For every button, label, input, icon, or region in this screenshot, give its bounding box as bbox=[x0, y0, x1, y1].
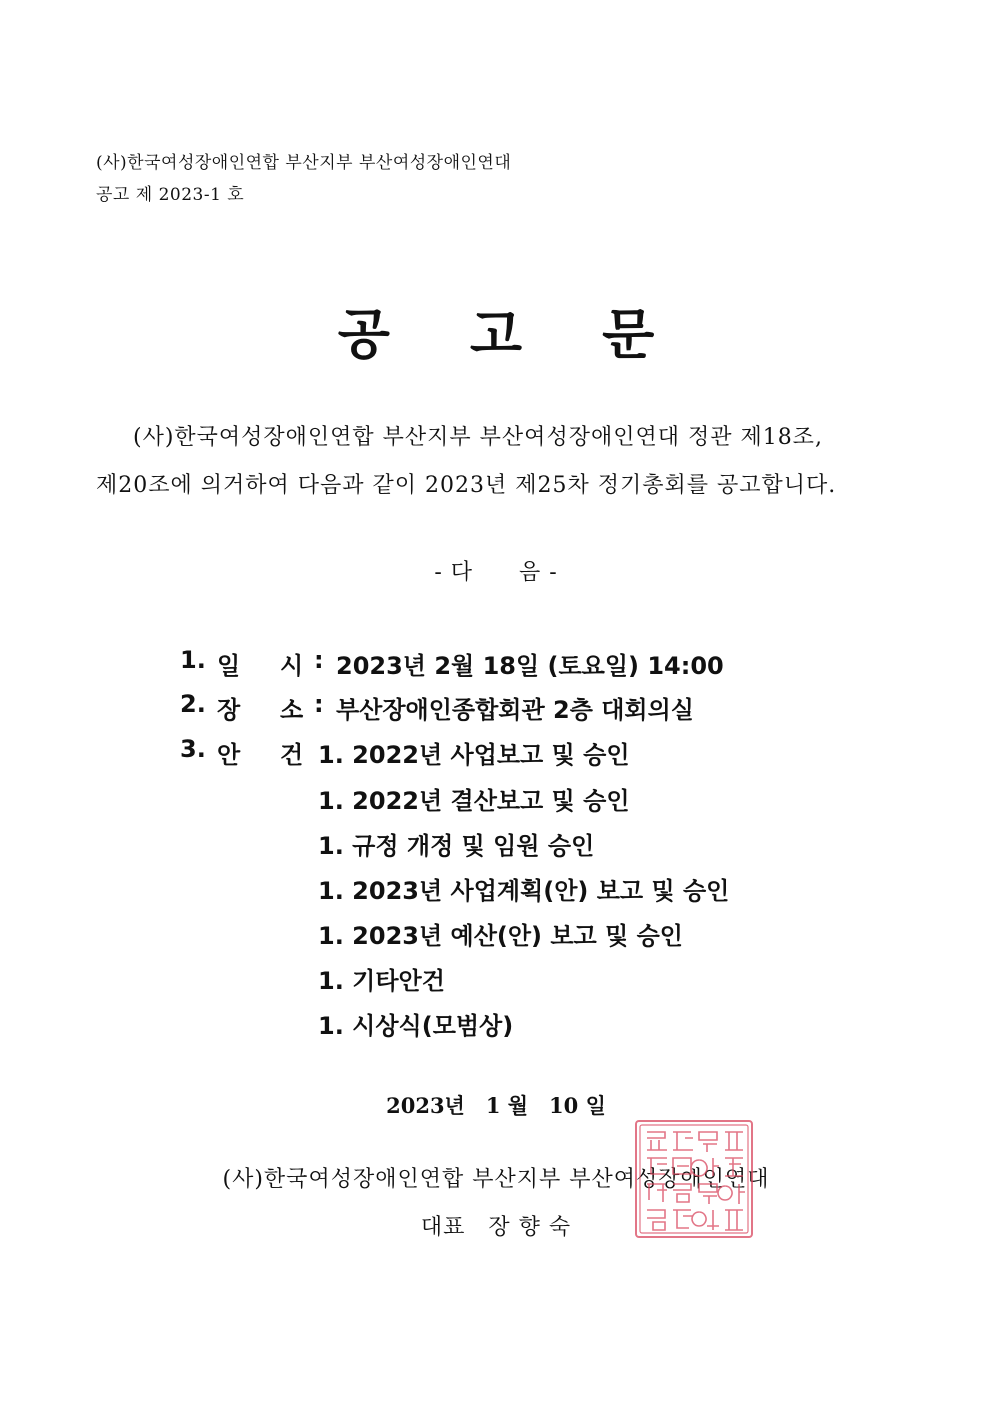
agenda-row bbox=[0, 961, 992, 995]
item-place bbox=[0, 690, 992, 724]
item-agenda bbox=[0, 735, 992, 769]
agenda-row bbox=[0, 826, 992, 860]
body-paragraph-line-1: (사)한국여성장애인연합 부산지부 부산여성장애인연대 정관 제18조, bbox=[133, 425, 823, 450]
notice-number: 공고 제 2023-1 호 bbox=[96, 185, 245, 205]
notice-date: 2023년 1 월 10 일 bbox=[386, 1093, 606, 1118]
agenda-item: 1. 2022년 사업보고 및 승인 bbox=[318, 741, 630, 769]
agenda-item: 1. 2023년 사업계획(안) 보고 및 승인 bbox=[318, 877, 730, 905]
signature-representative: 대표 장 향 숙 bbox=[420, 1215, 572, 1240]
signature-org: (사)한국여성장애인연합 부산지부 부산여성장애인연대 bbox=[222, 1167, 770, 1192]
item-colon: : bbox=[314, 690, 324, 718]
item-value: 2023년 2월 18일 (토요일) 14:00 bbox=[336, 652, 724, 680]
item-number: 2. bbox=[180, 690, 206, 718]
item-datetime bbox=[0, 646, 992, 680]
item-label-char-2: 소 bbox=[280, 696, 304, 724]
header-org-line: (사)한국여성장애인연합 부산지부 부산여성장애인연대 bbox=[96, 153, 512, 173]
item-number: 1. bbox=[180, 646, 206, 674]
item-label-char-2: 시 bbox=[280, 652, 304, 680]
item-number: 3. bbox=[180, 735, 206, 763]
agenda-row bbox=[0, 1006, 992, 1040]
title-char-2: 고 bbox=[469, 303, 523, 366]
item-label-char-1: 장 bbox=[217, 696, 241, 724]
item-label-char-2: 건 bbox=[280, 741, 304, 769]
agenda-row bbox=[0, 916, 992, 950]
agenda-item: 1. 규정 개정 및 임원 승인 bbox=[318, 832, 595, 860]
item-colon: : bbox=[314, 646, 324, 674]
agenda-item: 1. 2023년 예산(안) 보고 및 승인 bbox=[318, 922, 683, 950]
agenda-row bbox=[0, 871, 992, 905]
official-seal-stamp bbox=[633, 1118, 755, 1240]
next-label: - 다 음 - bbox=[434, 560, 558, 585]
agenda-row bbox=[0, 781, 992, 815]
item-value: 부산장애인종합회관 2층 대회의실 bbox=[336, 696, 694, 724]
item-label-char-1: 일 bbox=[217, 652, 241, 680]
title-char-3: 문 bbox=[602, 303, 655, 366]
agenda-item: 1. 기타안건 bbox=[318, 967, 445, 995]
page-title bbox=[0, 292, 992, 369]
body-paragraph-line-2: 제20조에 의거하여 다음과 같이 2023년 제25차 정기총회를 공고합니다. bbox=[96, 473, 837, 498]
agenda-item: 1. 2022년 결산보고 및 승인 bbox=[318, 787, 630, 815]
item-label-char-1: 안 bbox=[217, 741, 241, 769]
agenda-item: 1. 시상식(모범상) bbox=[318, 1012, 514, 1040]
title-char-1: 공 bbox=[337, 303, 390, 366]
